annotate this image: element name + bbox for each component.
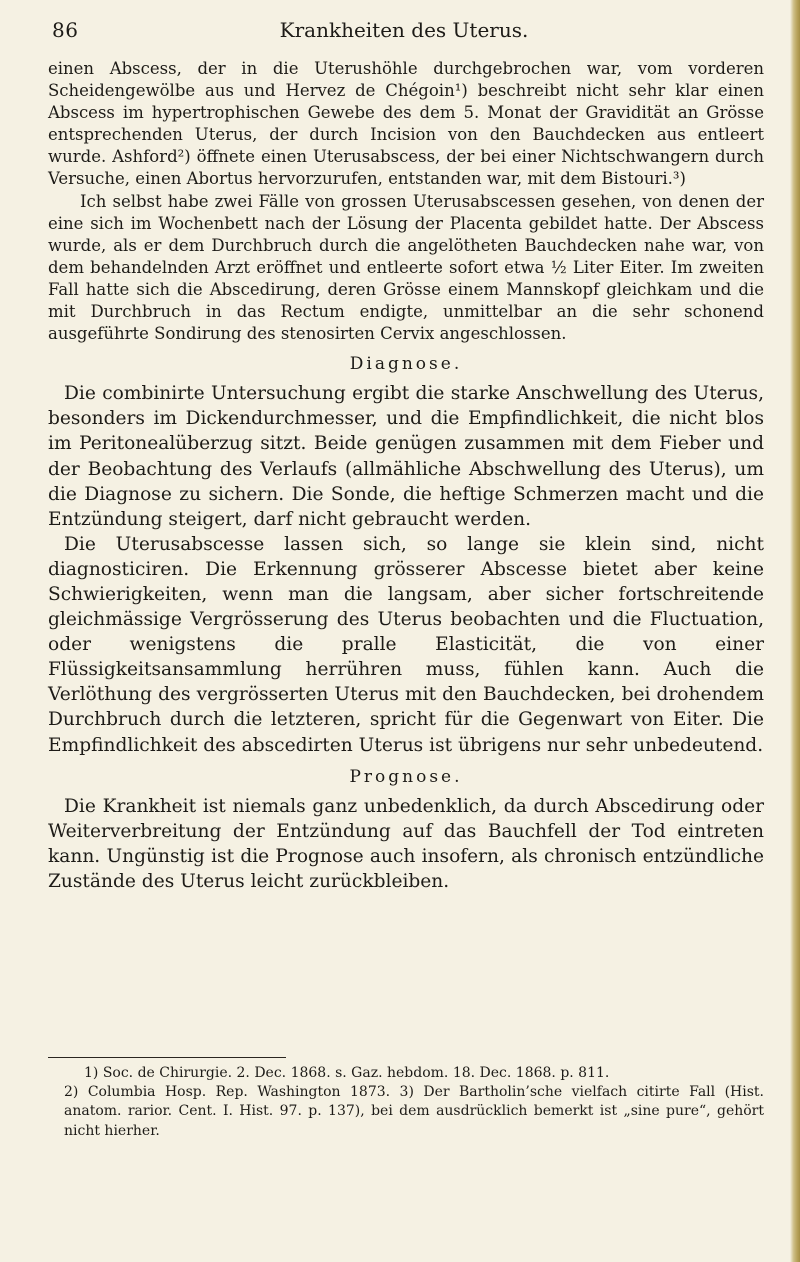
intro-paragraph-1: einen Abscess, der in die Uterushöhle durchgebrochen war, vom vorderen Scheidengewölbe aus und Hervez de Chégoin¹) beschreibt nicht sehr klar einen Abscess im hypertrophischen Gewebe des dem 5. Monat der Gravidität an Grösse entsprechenden Uterus, der durch Incision von den Bauchdecken aus entleert wurde. Ashford²) öffnete einen Uterusabscess, der bei einer Nichtschwangern durch Versuche, einen Abortus hervorzurufen, entstanden war, mit dem Bistouri.³) [48, 59, 764, 189]
section-heading-prognose: Prognose. [349, 766, 463, 787]
intro-paragraph-2: Ich selbst habe zwei Fälle von grossen Uterusabscessen gesehen, von denen der eine sich im Wochenbett nach der Lösung der Placenta gebildet hatte. Der Abscess wurde, als er dem Durchbruch durch die angelötheten Bauchdecken nahe war, von dem behandelnden Arzt eröffnet und entleerte sofort etwa ½ Liter Eiter. Im zweiten Fall hatte sich die Abscedirung, deren Grösse einem Mannskopf gleichkam und die mit Durchbruch in das Rectum endigte, unmittelbar an die sehr schonend ausgeführte Sondirung des stenosirten Cervix angeschlossen. [48, 191, 764, 344]
page-number: 86 [52, 18, 79, 42]
page-header [48, 18, 760, 48]
diagnose-paragraph-2: Die Uterusabscesse lassen sich, so lange sie klein sind, nicht diagnosticiren. Die Erkennung grösserer Abscesse bietet aber keine Schwierigkeiten, wenn man die langsam, aber sicher fortschreitende gleichmässige Vergrösserung des Uterus beobachten und die Fluctuation, oder wenigstens die pralle Elasticität, die von einer Flüssigkeitsansammlung herrühren muss, fühlen kann. Auch die Verlöthung des vergrösserten Uterus mit den Bauchdecken, bei drohendem Durchbruch durch die letzteren, spricht für die Gegenwart von Eiter. Die Empfindlichkeit des abscedirten Uterus ist übrigens nur sehr unbedeutend. [48, 533, 764, 756]
running-title: Krankheiten des Uterus. [279, 18, 529, 42]
footnote-2-3: 2) Columbia Hosp. Rep. Washington 1873. 3) Der Bartholin’sche vielfach citirte Fall (Hist. anatom. rarior. Cent. I. Hist. 97. p. 137), bei dem ausdrücklich bemerkt ist „sine pure“, gehört nicht hierher. [64, 1084, 764, 1139]
prognose-paragraph-1: Die Krankheit ist niemals ganz unbedenklich, da durch Abscedirung oder Weiterverbreitung der Entzündung auf das Bauchfell der Tod eintreten kann. Ungünstig ist die Prognose auch insofern, als chronisch entzündliche Zustände des Uterus leicht zurückbleiben. [48, 795, 764, 892]
footnotes [64, 1064, 764, 1141]
footnote-rule [48, 1057, 286, 1058]
section-heading-diagnose: Diagnose. [349, 354, 463, 375]
page-edge-shadow [790, 0, 800, 1262]
footnote-1: 1) Soc. de Chirurgie. 2. Dec. 1868. s. Gaz. hebdom. 18. Dec. 1868. p. 811. [84, 1065, 610, 1081]
body-text [48, 58, 764, 894]
diagnose-paragraph-1: Die combinirte Untersuchung ergibt die starke Anschwellung des Uterus, besonders im Dickendurchmesser, und die Empfindlichkeit, die nicht blos im Peritonealüberzug sitzt. Beide genügen zusammen mit dem Fieber und der Beobachtung des Verlaufs (allmähliche Abschwellung des Uterus), um die Diagnose zu sichern. Die Sonde, die heftige Schmerzen macht und die Entzündung steigert, darf nicht gebraucht werden. [48, 383, 764, 530]
